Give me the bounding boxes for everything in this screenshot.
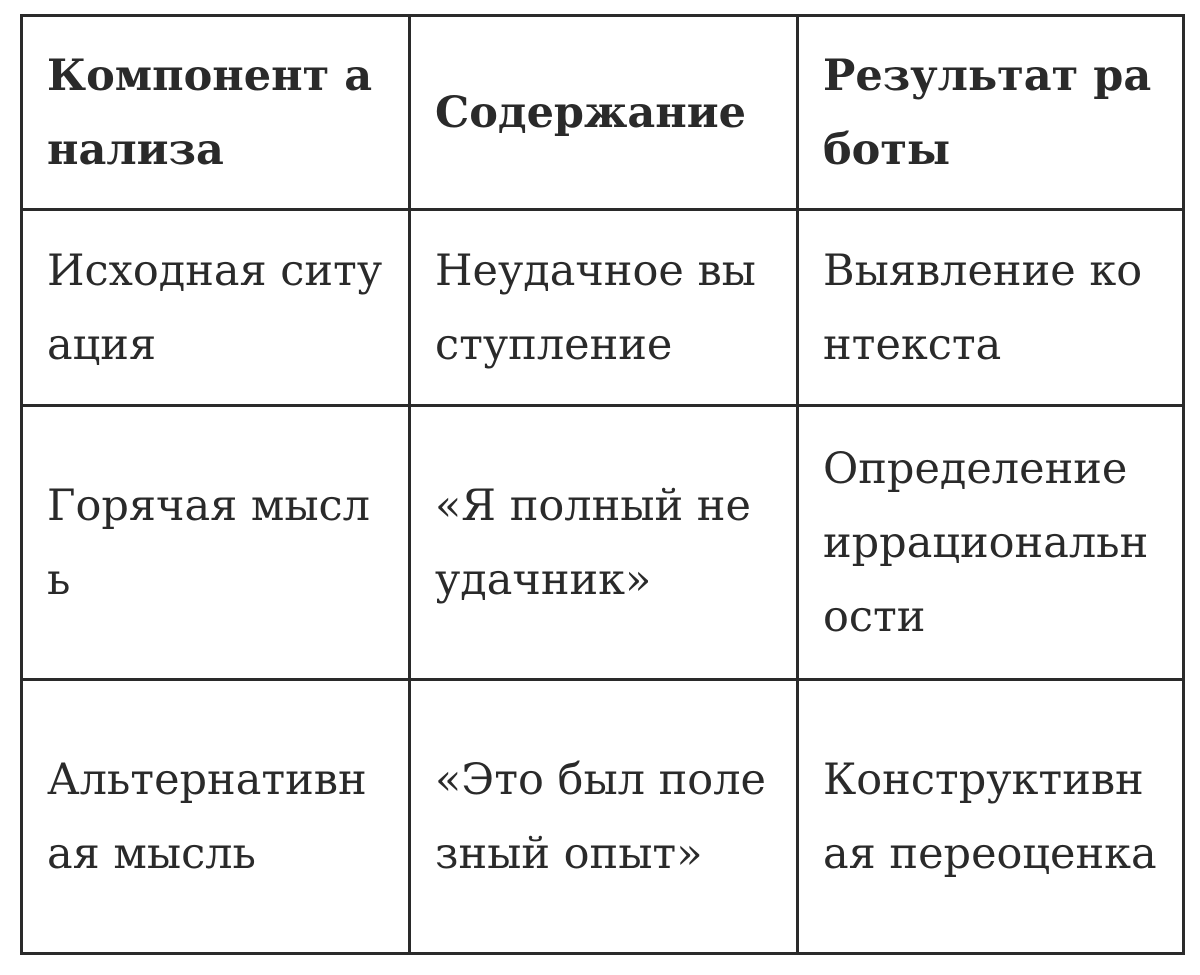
table-row [22,210,1184,406]
header-cell-content: Содержание [410,16,798,210]
table-row [22,406,1184,680]
header-row [22,16,1184,210]
table-cell: Альтернативная мысль [22,680,410,954]
table-body [22,210,1184,954]
table-cell: Неудачное выступление [410,210,798,406]
table-cell: Выявление контекста [798,210,1184,406]
table-row [22,680,1184,954]
table-cell: Конструктивная переоценка [798,680,1184,954]
header-cell-component: Компонент анализа [22,16,410,210]
table-header [22,16,1184,210]
analysis-table [20,14,1185,955]
table-cell: Горячая мысль [22,406,410,680]
table-cell: «Это был полезный опыт» [410,680,798,954]
table-cell: «Я полный неудачник» [410,406,798,680]
analysis-table-container [20,14,1182,955]
table-cell: Определение иррациональности [798,406,1184,680]
header-cell-result: Результат работы [798,16,1184,210]
table-cell: Исходная ситуация [22,210,410,406]
